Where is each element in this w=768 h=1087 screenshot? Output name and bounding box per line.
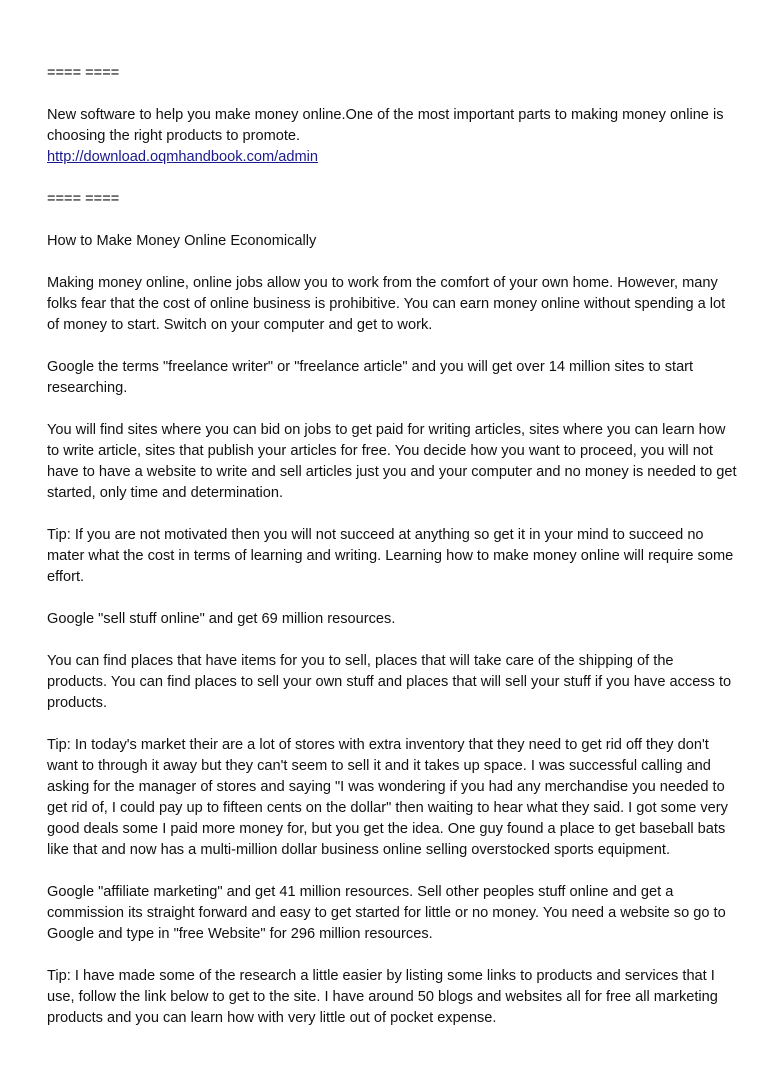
paragraph: You will find sites where you can bid on jobs to get paid for writing articles, sites where you can learn how to write article, sites that publish your articles for free. You decide how you want to proceed, you will not have to have a website to write and sell articles just you and your computer and no money is needed to get started, only time and determination. bbox=[47, 422, 737, 501]
intro-text: New software to help you make money online.One of the most important parts to making money online is choosing the right products to promote. bbox=[47, 107, 724, 144]
paragraph: Google "sell stuff online" and get 69 million resources. bbox=[47, 611, 396, 627]
paragraph: Google the terms "freelance writer" or "freelance article" and you will get over 14 million sites to start researching. bbox=[47, 359, 694, 396]
paragraph: Tip: I have made some of the research a little easier by listing some links to products and services that I use, follow the link below to get to the site. I have around 50 blogs and websites all for free all marketing products and you can learn how with very little out of pocket expense. bbox=[47, 968, 718, 1026]
intro-paragraph bbox=[47, 105, 737, 168]
paragraph: Tip: In today's market their are a lot of stores with extra inventory that they need to get rid off they don't want to through it away but they can't seem to sell it and it takes up space. I was successful calling and asking for the manager of stores and saying "I was wondering if you had any merchandise you needed to get rid of, I could pay up to fifteen cents on the dollar" then waiting to hear what they said. I got some very good deals some I paid more money for, but you get the idea. One guy found a place to get baseball bats like that and now has a multi-million dollar business online selling overstocked sports equipment. bbox=[47, 737, 728, 858]
paragraph: You can find places that have items for you to sell, places that will take care of the shipping of the products. You can find places to sell your own stuff and places that will sell your stuff if you have access to products. bbox=[47, 653, 732, 711]
separator-bottom: ==== ==== bbox=[47, 191, 120, 207]
paragraph: Google "affiliate marketing" and get 41 million resources. Sell other peoples stuff online and get a commission its straight forward and easy to get started for little or no money. You need a website so go to Google and type in "free Website" for 296 million resources. bbox=[47, 884, 726, 942]
download-link[interactable]: http://download.oqmhandbook.com/admin bbox=[47, 149, 318, 165]
paragraph: Tip: If you are not motivated then you will not succeed at anything so get it in your mind to succeed no mater what the cost in terms of learning and writing. Learning how to make money online will require some effort. bbox=[47, 527, 734, 585]
separator-top: ==== ==== bbox=[47, 65, 120, 81]
document-title: How to Make Money Online Economically bbox=[47, 233, 317, 249]
document-body bbox=[47, 63, 737, 1050]
paragraph: Making money online, online jobs allow you to work from the comfort of your own home. However, many folks fear that the cost of online business is prohibitive. You can earn money online without spending a lot of money to start. Switch on your computer and get to work. bbox=[47, 275, 726, 333]
